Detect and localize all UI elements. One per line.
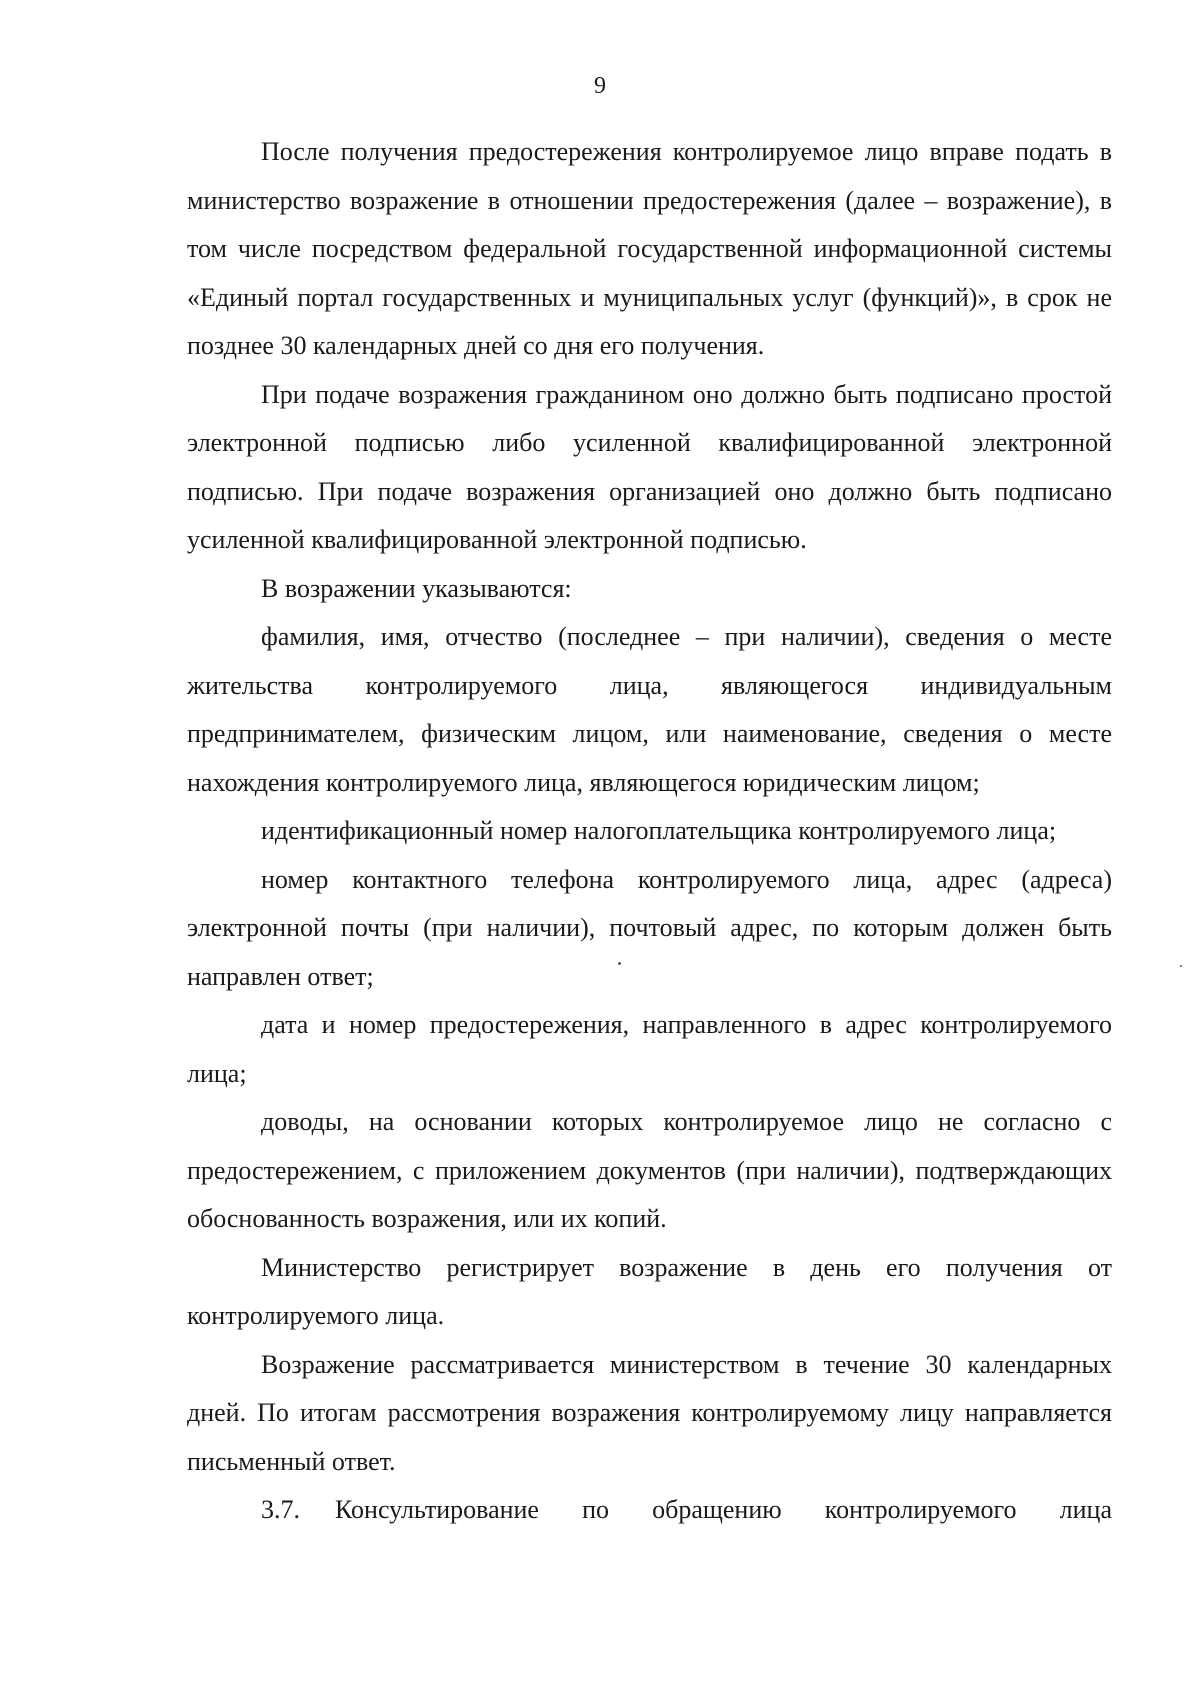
- paragraph-objection-contents-intro: В возражении указываются:: [261, 573, 572, 603]
- list-item-full-name: фамилия, имя, отчество (последнее – при наличии), сведения о месте жительства контролируемого лица, являющегося индивидуальным предпринимателем, физическим лицом, или наименование, сведения о месте нахождения контролируемого лица, являющегося юридическим лицом;: [187, 622, 1112, 797]
- list-item-contact-details: номер контактного телефона контролируемого лица, адрес (адреса) электронной почты (при наличии), почтовый адрес, по которым должен быть направлен ответ;: [187, 864, 1112, 991]
- list-item-warning-date-number: дата и номер предостережения, направленного в адрес контролируемого лица;: [187, 1010, 1112, 1088]
- scan-speck: [1180, 965, 1182, 967]
- paragraph-review-period: Возражение рассматривается министерством в течение 30 календарных дней. По итогам рассмотрения возражения контролируемому лицу направляется письменный ответ.: [187, 1349, 1112, 1476]
- scan-speck: [618, 962, 621, 965]
- paragraph-registration: Министерство регистрирует возражение в день его получения от контролируемого лица.: [187, 1252, 1112, 1330]
- section-item-3-7: [187, 1486, 1112, 1535]
- list-item-arguments: доводы, на основании которых контролируемое лицо не согласно с предостережением, с приложением документов (при наличии), подтверждающих обоснованность возражения, или их копий.: [187, 1107, 1112, 1233]
- paragraph-objection-filing: После получения предостережения контролируемое лицо вправе подать в министерство возражение в отношении предостережения (далее – возражение), в том числе посредством федеральной государственной информационной системы «Единый портал государственных и муниципальных услуг (функций)», в срок не позднее 30 календарных дней со дня его получения.: [187, 137, 1112, 360]
- paragraph-objection-signature: При подаче возражения гражданином оно должно быть подписано простой электронной подписью либо усиленной квалифицированной электронной подписью. При подаче возражения организацией оно должно быть подписано усиленной квалифицированной электронной подписью.: [187, 379, 1112, 554]
- page-number: 9: [594, 73, 606, 99]
- document-body: [187, 128, 1112, 1535]
- section-number: 3.7.: [261, 1495, 300, 1524]
- section-heading-text: Консультирование по обращению контролируемого лица: [335, 1495, 1112, 1524]
- list-item-taxpayer-id: идентификационный номер налогоплательщика контролируемого лица;: [261, 816, 1057, 845]
